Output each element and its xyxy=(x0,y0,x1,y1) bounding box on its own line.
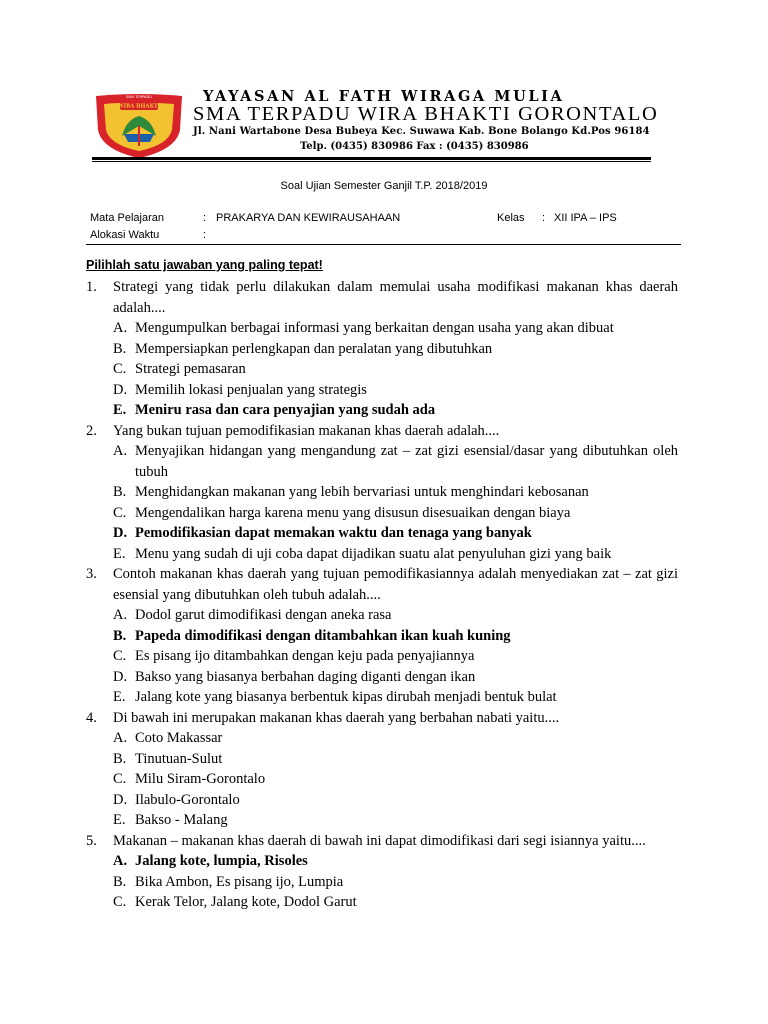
question-row xyxy=(86,564,678,605)
option-letter: A. xyxy=(113,320,128,336)
option-text: Memilih lokasi penjualan yang strategis xyxy=(135,381,367,398)
option-letter: A. xyxy=(113,443,128,459)
option-text: Mengendalikan harga karena menu yang disusun disesuaikan dengan biaya xyxy=(135,504,571,521)
option-text: Bika Ambon, Es pisang ijo, Lumpia xyxy=(135,873,344,890)
question-number: 1. xyxy=(86,279,97,295)
option-row xyxy=(86,646,678,667)
option-row xyxy=(86,359,678,380)
option-row xyxy=(86,728,678,749)
option-text: Dodol garut dimodifikasi dengan aneka rasa xyxy=(135,607,392,623)
question-item xyxy=(86,831,678,913)
subject-value: PRAKARYA DAN KEWIRAUSAHAAN xyxy=(216,212,401,224)
question-number: 2. xyxy=(86,422,97,439)
question-number: 4. xyxy=(86,709,97,726)
option-row xyxy=(86,482,678,503)
option-row xyxy=(86,441,678,482)
foundation-name: YAYASAN AL FATH WIRAGA MULIA xyxy=(203,88,565,105)
option-row xyxy=(86,872,678,893)
question-list xyxy=(86,277,678,913)
logo-text-bottom: GORONTALO xyxy=(128,151,150,155)
option-text: Jalang kote yang biasanya berbentuk kipas dirubah menjadi bentuk bulat xyxy=(135,689,557,705)
question-text: Di bawah ini merupakan makanan khas daerah yang berbahan nabati yaitu.... xyxy=(113,709,560,726)
time-separator: : xyxy=(203,229,207,241)
option-row xyxy=(86,605,678,626)
option-row xyxy=(86,318,678,339)
option-text: Bakso yang biasanya berbahan daging diganti dengan ikan xyxy=(135,668,476,685)
option-text: Milu Siram-Gorontalo xyxy=(135,771,266,787)
option-row xyxy=(86,810,678,831)
option-letter: E. xyxy=(113,402,127,418)
option-text: Kerak Telor, Jalang kote, Dodol Garut xyxy=(135,894,357,910)
question-text: Contoh makanan khas daerah yang tujuan pemodifikasiannya adalah menyediakan zat – zat gizi esensial yang dibutuhkan oleh tubuh adalah.... xyxy=(113,566,678,603)
option-letter: B. xyxy=(113,750,127,767)
option-letter: A. xyxy=(113,607,128,623)
option-letter: C. xyxy=(113,894,127,910)
letterhead-rule-thick xyxy=(92,157,651,160)
option-row xyxy=(86,380,678,401)
option-text: Es pisang ijo ditambahkan dengan keju pada penyajiannya xyxy=(135,648,475,664)
subject-label: Mata Pelajaran xyxy=(90,212,164,224)
option-letter: D. xyxy=(113,525,128,541)
option-text: Menu yang sudah di uji coba dapat dijadikan suatu alat penyuluhan gizi yang baik xyxy=(135,545,612,562)
subject-separator: : xyxy=(203,212,207,224)
answer-option-row xyxy=(86,523,678,544)
option-letter: C. xyxy=(113,648,127,664)
option-text: Coto Makassar xyxy=(135,730,223,746)
option-letter: E. xyxy=(113,812,126,828)
question-text: Makanan – makanan khas daerah di bawah ini dapat dimodifikasi dari segi isiannya yaitu.... xyxy=(113,832,646,849)
option-row xyxy=(86,339,678,360)
option-row xyxy=(86,790,678,811)
option-text: Meniru rasa dan cara penyajian yang sudah ada xyxy=(135,402,436,418)
class-label: Kelas xyxy=(497,212,525,224)
option-text: Mengumpulkan berbagai informasi yang berkaitan dengan usaha yang akan dibuat xyxy=(135,320,614,336)
option-letter: D. xyxy=(113,381,128,398)
exam-title: Soal Ujian Semester Ganjil T.P. 2018/2019 xyxy=(280,180,488,192)
option-row xyxy=(86,503,678,524)
answer-option-row xyxy=(86,400,678,421)
option-text: Jalang kote, lumpia, Risoles xyxy=(135,853,308,869)
question-text: Strategi yang tidak perlu dilakukan dalam memulai usaha modifikasi makanan khas daerah adalah.... xyxy=(113,279,678,316)
option-letter: C. xyxy=(113,771,127,787)
option-letter: E. xyxy=(113,545,126,562)
option-text: Papeda dimodifikasi dengan ditambahkan ikan kuah kuning xyxy=(135,627,511,644)
school-phone: Telp. (0435) 830986 Fax : (0435) 830986 xyxy=(300,141,529,152)
school-address: Jl. Nani Wartabone Desa Bubeya Kec. Suwawa Kab. Bone Bolango Kd.Pos 96184 xyxy=(193,126,650,137)
option-letter: B. xyxy=(113,627,127,644)
option-row xyxy=(86,749,678,770)
option-row xyxy=(86,667,678,688)
info-divider xyxy=(86,244,681,245)
question-number: 5. xyxy=(86,832,97,849)
option-text: Bakso - Malang xyxy=(135,812,228,828)
option-letter: B. xyxy=(113,484,127,500)
question-item xyxy=(86,277,678,421)
option-row xyxy=(86,892,678,913)
option-letter: D. xyxy=(113,791,128,808)
option-letter: B. xyxy=(113,340,127,357)
option-letter: E. xyxy=(113,689,126,705)
question-row xyxy=(86,421,678,442)
question-text: Yang bukan tujuan pemodifikasian makanan khas daerah adalah.... xyxy=(113,422,500,439)
question-item xyxy=(86,564,678,708)
option-letter: A. xyxy=(113,853,128,869)
option-text: Mempersiapkan perlengkapan dan peralatan yang dibutuhkan xyxy=(135,340,493,357)
time-label: Alokasi Waktu xyxy=(90,229,160,241)
option-row xyxy=(86,687,678,708)
question-item xyxy=(86,708,678,831)
class-separator: : xyxy=(542,212,546,224)
option-letter: C. xyxy=(113,361,127,377)
question-item xyxy=(86,421,678,565)
option-text: Tinutuan-Sulut xyxy=(135,750,223,767)
option-letter: A. xyxy=(113,730,128,746)
instruction: Pilihlah satu jawaban yang paling tepat! xyxy=(86,258,323,272)
logo-text-mid: WIRA BHAKTI xyxy=(117,103,161,110)
school-name: SMA TERPADU WIRA BHAKTI GORONTALO xyxy=(193,103,659,125)
option-row xyxy=(86,769,678,790)
class-value: XII IPA – IPS xyxy=(554,212,617,224)
question-row xyxy=(86,277,678,318)
option-text: Ilabulo-Gorontalo xyxy=(135,791,240,808)
question-number: 3. xyxy=(86,566,97,582)
option-text: Strategi pemasaran xyxy=(135,361,246,377)
option-row xyxy=(86,544,678,565)
option-letter: C. xyxy=(113,504,127,521)
option-letter: B. xyxy=(113,873,127,890)
logo-text-top: SMA TERPADU xyxy=(126,95,152,99)
answer-option-row xyxy=(86,626,678,647)
option-text: Pemodifikasian dapat memakan waktu dan tenaga yang banyak xyxy=(135,525,532,541)
option-letter: D. xyxy=(113,668,128,685)
option-text: Menghidangkan makanan yang lebih bervariasi untuk menghindari kebosanan xyxy=(135,484,589,500)
option-text: Menyajikan hidangan yang mengandung zat – zat gizi esensial/dasar yang dibutuhkan oleh tubuh xyxy=(135,443,678,480)
answer-option-row xyxy=(86,851,678,872)
question-row xyxy=(86,708,678,729)
question-row xyxy=(86,831,678,852)
letterhead-rule-thin xyxy=(92,161,651,162)
school-logo xyxy=(92,90,186,160)
